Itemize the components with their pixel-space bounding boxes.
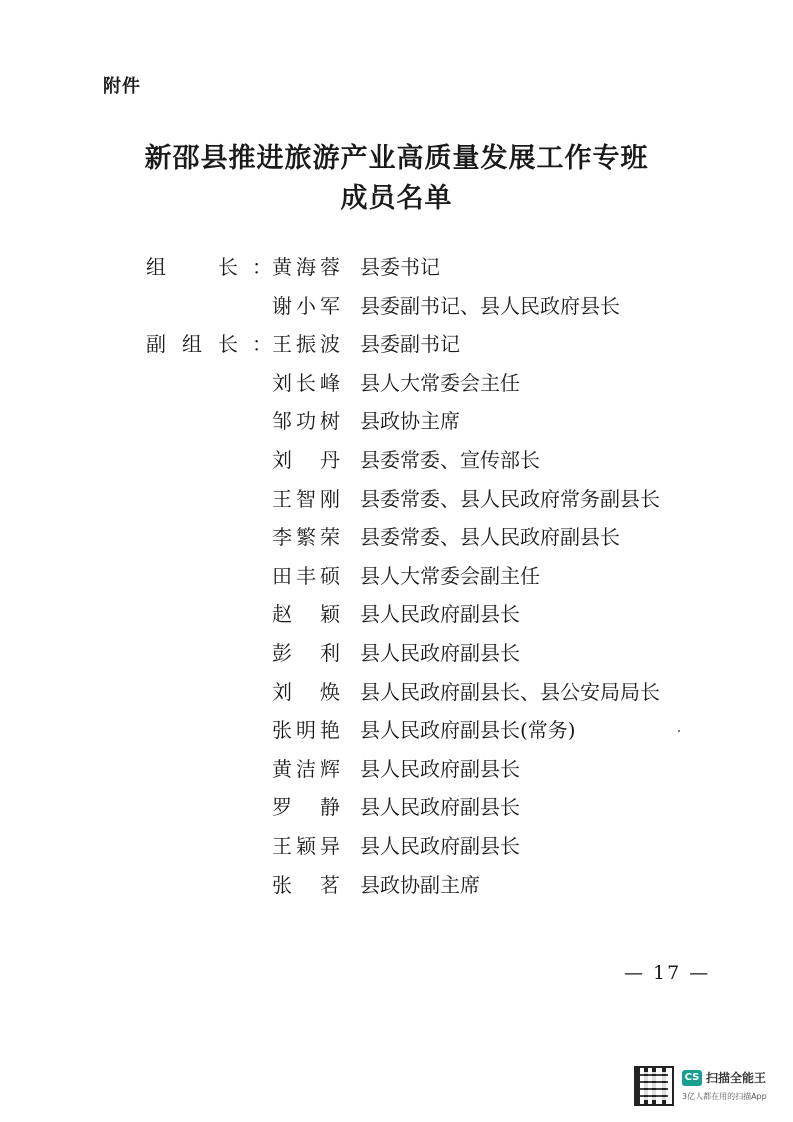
member-row (0, 445, 793, 475)
member-row (0, 252, 793, 282)
member-post: 县委常委、宣传部长 (360, 448, 540, 472)
member-name: 刘丹 (272, 448, 340, 472)
member-post: 县人大常委会副主任 (360, 563, 540, 588)
member-row (0, 561, 793, 591)
member-post: 县委常委、县人民政府副县长 (360, 525, 620, 550)
member-role: 副组长 (146, 332, 238, 357)
member-post: 县政协副主席 (360, 872, 480, 897)
member-row (0, 870, 793, 900)
member-name: 黄海蓉 (272, 255, 340, 279)
document-title-line-2: 成员名单 (340, 183, 453, 214)
member-row (0, 291, 793, 321)
member-name: 谢小军 (272, 293, 340, 318)
scanner-watermark (634, 1066, 784, 1110)
member-name: 邹功树 (272, 409, 340, 434)
member-post: 县委副书记、县人民政府县长 (360, 293, 620, 318)
member-post: 县人民政府副县长 (360, 756, 520, 781)
page-number: — 17 — (624, 962, 711, 984)
document-title-line-1: 新邵县推进旅游产业高质量发展工作专班 (144, 143, 649, 174)
camscanner-logo-icon: CS (682, 1070, 702, 1086)
member-post: 县人民政府副县长 (360, 834, 520, 858)
member-post: 县委副书记 (360, 332, 460, 357)
member-row (0, 754, 793, 784)
member-name: 黄洁辉 (272, 756, 340, 781)
member-row (0, 792, 793, 822)
member-name: 李繁荣 (272, 525, 340, 550)
member-row (0, 368, 793, 398)
member-name: 王智刚 (272, 486, 340, 511)
member-post: 县人民政府副县长 (360, 602, 520, 627)
member-name: 王振波 (272, 332, 340, 357)
member-row (0, 831, 793, 861)
role-colon: ： (252, 255, 272, 279)
member-post: 县委书记 (360, 255, 440, 279)
attachment-label: 附件 (103, 76, 141, 97)
member-post: 县人民政府副县长、县公安局局长 (360, 679, 660, 704)
member-row (0, 715, 793, 745)
scan-speck (678, 730, 680, 732)
watermark-tagline: 3亿人都在用的扫描App (682, 1092, 767, 1101)
member-name: 王颖异 (272, 834, 340, 858)
role-colon: ： (252, 332, 272, 357)
member-name: 罗静 (272, 795, 340, 820)
member-name: 彭利 (272, 641, 340, 665)
member-name: 刘焕 (272, 679, 340, 704)
member-row (0, 406, 793, 436)
member-post: 县委常委、县人民政府常务副县长 (360, 486, 660, 511)
member-name: 张茗 (272, 872, 340, 897)
qr-code-icon (634, 1066, 674, 1106)
member-name: 田丰硕 (272, 563, 340, 588)
member-post: 县人民政府副县长(常务) (360, 718, 576, 743)
member-role: 组长 (146, 255, 238, 279)
member-post: 县政协主席 (360, 409, 460, 434)
member-post: 县人民政府副县长 (360, 795, 520, 820)
member-row (0, 677, 793, 707)
member-post: 县人大常委会主任 (360, 370, 520, 395)
member-name: 张明艳 (272, 718, 340, 743)
member-name: 赵颖 (272, 602, 340, 627)
member-row (0, 638, 793, 668)
member-row (0, 484, 793, 514)
member-row (0, 329, 793, 359)
member-post: 县人民政府副县长 (360, 641, 520, 665)
member-name: 刘长峰 (272, 370, 340, 395)
watermark-app-name: 扫描全能王 (706, 1071, 767, 1085)
member-row (0, 599, 793, 629)
member-row (0, 522, 793, 552)
